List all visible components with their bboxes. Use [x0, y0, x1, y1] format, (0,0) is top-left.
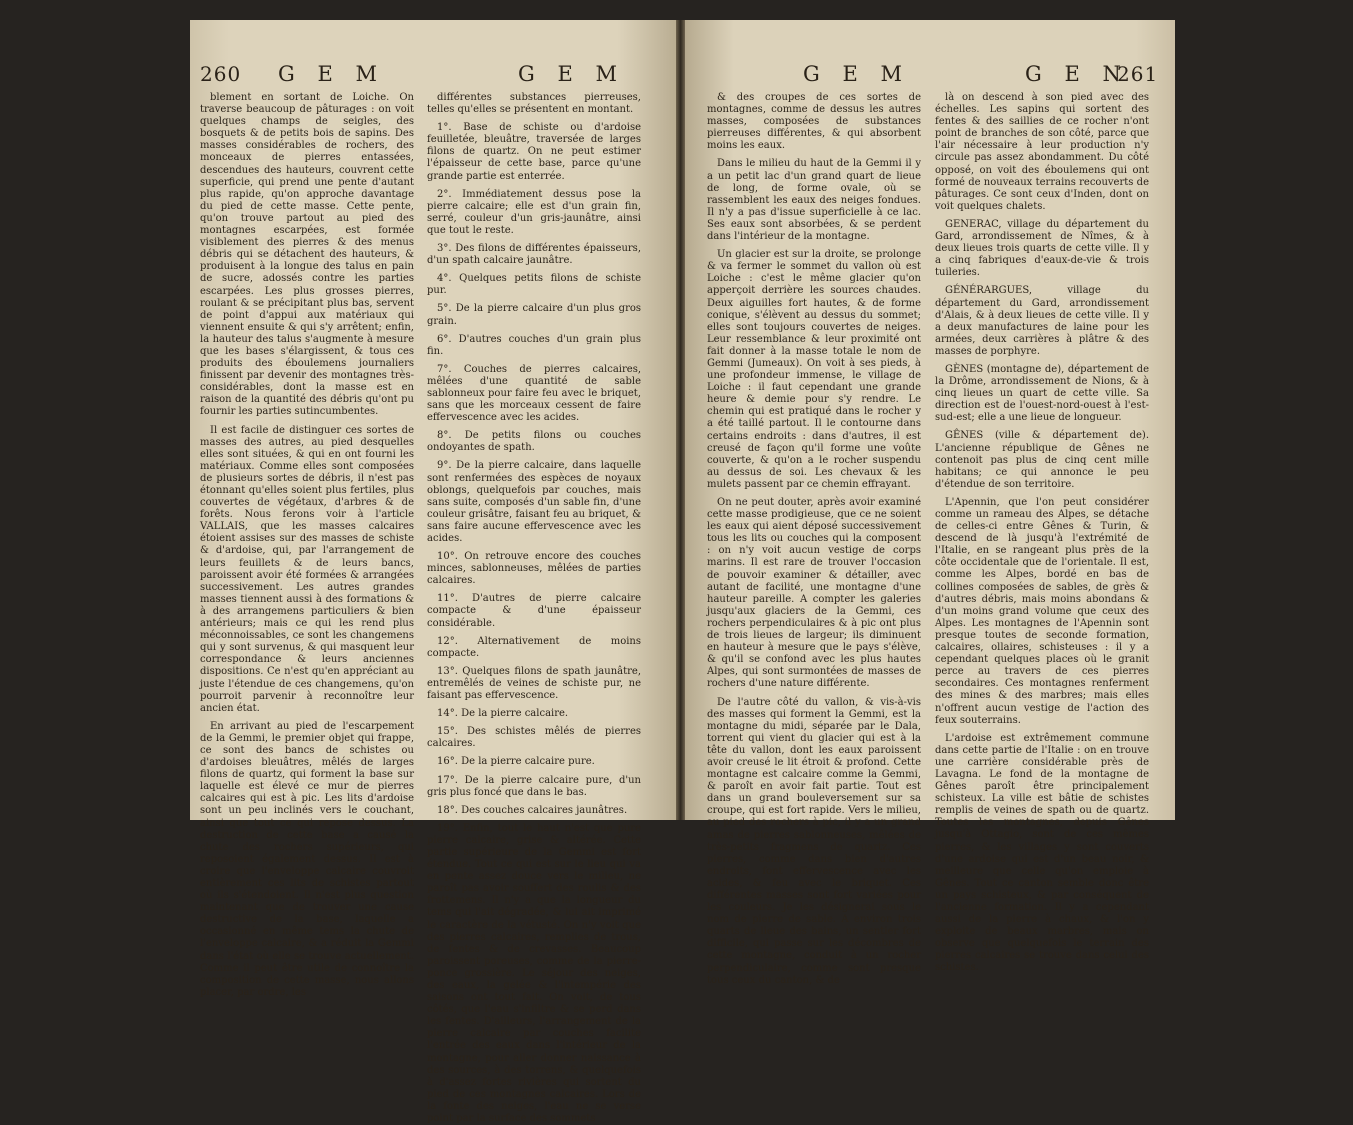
right-page-column-2 [935, 92, 1149, 974]
page-number-left: 260 [200, 62, 242, 86]
right-page [685, 20, 1175, 986]
book-gutter [676, 20, 685, 820]
paragraph: 7°. Couches de pierres calcaires, mêlées d'une quantité de sable sablonneux pour faire feu avec le briquet, sans que les morceaux cessent de faire effervescence avec les acides. [427, 363, 641, 424]
right-page-column-1 [707, 92, 921, 986]
paragraph: 4°. Quelques petits filons de schiste pur. [427, 273, 641, 297]
right-page-header [685, 62, 1175, 90]
paragraph: & des croupes de ces sortes de montagnes, comme de dessus les autres masses, composées de substances pierreuses différentes, & qui absorbent moins les eaux. [707, 92, 921, 152]
paragraph: 18°. Des couches calcaires jaunâtres. [437, 804, 628, 816]
paragraph: 17°. De la pierre calcaire pure, d'un gris plus foncé que dans le bas. [427, 774, 641, 798]
running-head-right-col1: G E M [803, 62, 910, 86]
paragraph: GÈNES (montagne de), département de la Drôme, arrondissement de Nions, & à cinq lieues un quart de cette ville. Sa direction est de l'ouest-nord-ouest à l'est-sud-est; elle a une lieue de longueur. [935, 363, 1149, 424]
paragraph: L'ardoise est extrêmement commune dans cette partie de l'Italie : on en trouve une carrière considérable près de Lavagna. Le fond de la montagne de Gênes paroît être principalement schisteux. La ville est bâtie de schistes remplis de veines de spath ou de quartz. Toutes les montagnes, depuis Gênes jusqu'à Ottagio, sont de ces mêmes pierres, & les villages y sont couverts d'une ardoise qui est d'un beau noir, & meilleure que celle qu'on emploie à Gênes. Tout ce canton semble donc être un pays schisteux, & par conséquent de l'ancienne formation. Il y a cependant aussi de la pierre à chaux, & l'on y exploite de beaux marbres, mais on observe que quelquefois le terrain des pierres calcaires se trouve dans celui des schistes. [935, 732, 1149, 974]
paragraph: là on descend à son pied avec des échelles. Les sapins qui sortent des fentes & des saillies de ce rocher n'ont point de branches de son côté, parce que l'air nécessaire à leur production n'y circule pas assez abondamment. Du côté opposé, on voit des éboulemens qui ont formé de nouveaux terrains recouverts de pâturages. Ce sont ceux d'Inden, dont on voit quelques chalets. [935, 92, 1149, 212]
paragraph: 8°. De petits filons ou couches ondoyantes de spath. [427, 430, 641, 454]
paragraph: L'Apennin, que l'on peut considérer comme un rameau des Alpes, se détache de celles-ci entre Gênes & Turin, & descend de là jusqu'à l'extrémité de l'Italie, en se rangeant plus près de la côte occidentale que de l'orientale. Il est, comme les Alpes, bordé en bas de collines composées de sables, de grès & d'autres débris, mais moins abondans & d'un moins grand volume que ceux des Alpes. Les montagnes de l'Apennin sont presque toutes de seconde formation, calcaires, ollaires, schisteuses : il y a cependant quelques places où le granit perce au travers de ces pierres secondaires. Ces montagnes renferment des mines & des marbres; mais elles n'offrent aucun vestige de l'action des feux souterrains. [935, 496, 1149, 726]
paragraph: GÊNES (ville & département de). L'ancienne république de Gênes ne contenoit pas plus de cinq cent mille habitans; ce qui annonce le peu d'étendue de son territoire. [935, 430, 1149, 490]
paragraph: 12°. Alternativement de moins compacte. [427, 635, 641, 659]
paragraph: En arrivant au pied de l'escarpement de la Gemmi, le premier objet qui frappe, ce sont des bancs de schistes ou d'ardoises bleuâtres, mêlés de larges filons de quartz, qui forment la base sur laquelle est élevé ce mur de pierres calcaires qui est à pic. Les lits d'ardoise sont un peu inclinés vers le couchant, ainsi que tout ce qui repose dessus. La destruction de cette base a causé la chute des rochers supérieurs, qui reposoient également dessus. Il est à croire que l'enveloppe calcaire couvroit entièrement ces lits de schistes partout où ils s'étendoient. Il n'est plus question maintenant que de trouver une cause destructive de la base, laquelle a occasionné en même tems la chute de l'enveloppe calcaire, & a réduit la Gemmi dans l'état où elle se trouve actuellement. Comme il peut être utile de connoître la composition de cette masse, nous allons placer, par ordre, les [200, 720, 414, 998]
paragraph: 14°. De la pierre calcaire. [437, 708, 569, 720]
paragraph: 19°. Enfin, tout le haut n'est que pure pierre calcaire, grise & altérée. Cette partie supérieure de la Gemmi est fort étendue. Tout ce qui est sur le lieu qui va en pente assez douce vers le milieu, ne paroît pas avoir souffert des roulis & des frottemens. Il n'y a que la longueur du tems qui l'ait dégradée, & lui ait imprimé le caractère de la vétusté. On n'y voit que des pierres calcaires, remplies de trous, de fentes & de crevasses. Beaucoup paroissent poreuses, comme de la pierre-ponce grossière. Le séjour des neiges, des eaux, la gelée & l'intempérie des saisons ont tout fait. On voit, de tous côtés, que l'eau s'infiltre & se perd dans les fentes. D'ailleurs, l'arrangement de la pierre calcaire par couches facilite l'entrée des eaux dans l'intérieur de la montagne, pour aller donner naissance à des sources, à des torrens, & quelquefois à d'assez fortes rivières qui sortent du pied de ces montagnes calcaires. Lors de la fonte des neiges, l'eau ne se verse point par la surface des sommets [427, 822, 641, 1125]
running-head-left-col2: G E M [518, 62, 625, 86]
paragraph: 5°. De la pierre calcaire d'un plus gros grain. [427, 303, 641, 327]
left-page [190, 20, 676, 1125]
paragraph: 11°. D'autres de pierre calcaire compacte & d'une épaisseur considérable. [427, 593, 641, 629]
paragraph: différentes substances pierreuses, telles qu'elles se présentent en montant. [427, 92, 641, 116]
paragraph: On ne peut douter, après avoir examiné cette masse prodigieuse, que ce ne soient les eaux qui aient déposé successivement tous les lits ou couches qui la composent : on n'y voit aucun vestige de corps marins. Il est rare de trouver l'occasion de pouvoir examiner & détailler, avec autant de facilité, une montagne d'une hauteur pareille. A compter les galeries jusqu'aux glaciers de la Gemmi, ces rochers perpendiculaires & à pic ont plus de trois lieues de largeur; ils diminuent en hauteur à mesure que le pays s'élève, & qu'il se confond avec les plus hautes Alpes, qui sont surmontées de masses de rochers d'une nature différente. [707, 497, 921, 690]
paragraph: blement en sortant de Loiche. On traverse beaucoup de pâturages : on voit quelques champs de seigles, des bosquets & de petits bois de sapins. Des masses considérables de rochers, des monceaux de pierres entassées, descendues des hauteurs, couvrent cette superficie, qui prend une pente d'autant plus rapide, qu'on approche davantage du pied de cette masse. Cette pente, qu'on trouve partout au pied des montagnes escarpées, est formée visiblement des pierres & des menus débris qui se détachent des hauteurs, & produisent à la longue des talus en pain de sucre, adossés contre les parties escarpées. Les plus grosses pierres, roulant & se précipitant plus bas, servent de point d'appui aux matériaux qui viennent ensuite & qui s'y arrêtent; enfin, la hauteur des talus s'augmente à mesure que les bases s'élargissent, & tous ces produits des éboulemens journaliers finissent par devenir des montagnes très-considérables, dont la masse est en raison de la quantité des débris qu'ont pu fournir les parties sutincumbentes. [200, 92, 414, 418]
paragraph: 3°. Des filons de différentes épaisseurs, d'un spath calcaire jaunâtre. [427, 243, 641, 267]
running-head-left-col1: G E M [278, 62, 385, 86]
paragraph: GÉNÉRARGUES, village du département du Gard, arrondissement d'Alais, & à deux lieues de cette ville. Il y a deux manufactures de laine pour les armées, deux carrières à plâtre & des masses de porphyre. [935, 285, 1149, 357]
page-number-right: 261 [1117, 62, 1159, 86]
left-page-header [190, 62, 676, 90]
paragraph: GENERAC, village du département du Gard, arrondissement de Nîmes, & à deux lieues trois quarts de cette ville. Il y a cinq fabriques d'eaux-de-vie & trois tuileries. [935, 218, 1149, 279]
paragraph: Un glacier est sur la droite, se prolonge & va fermer le sommet du vallon où est Loiche : c'est le même glacier qu'on apperçoit derrière les sources chaudes. Deux aiguilles fort hautes, & de forme conique, s'élèvent au dessus du sommet; elles sont toujours couvertes de neiges. Leur ressemblance & leur proximité ont fait donner à la masse totale le nom de Gemmi (Jumeaux). On voit à ses pieds, à une profondeur immense, le village de Loiche : il faut cependant une grande heure & demie pour s'y rendre. Le chemin qui est pratiqué dans le rocher y a été taillé partout. Il le contourne dans certains endroits : dans d'autres, il est creusé de façon qu'il forme une voûte couverte, & qu'on a le rocher suspendu au dessus de soi. Les chevaux & les mulets passent par ce chemin effrayant. [707, 249, 921, 490]
paragraph: 13°. Quelques filons de spath jaunâtre, entremêlés de veines de schiste pur, ne faisant pas effervescence. [427, 665, 641, 702]
left-page-column-2 [427, 92, 641, 1125]
paragraph: 16°. De la pierre calcaire pure. [437, 756, 595, 768]
paragraph: 6°. D'autres couches d'un grain plus fin. [427, 333, 641, 357]
running-head-right-col2: G E N [1025, 62, 1129, 86]
paragraph: 15°. Des schistes mêlés de pierres calcaires. [427, 726, 641, 750]
paragraph: Dans le milieu du haut de la Gemmi il y a un petit lac d'un grand quart de lieue de long, de forme ovale, où se rassemblent les eaux des neiges fondues. Il n'y a pas d'issue superficielle à ce lac. Ses eaux sont absorbées, & se perdent dans l'intérieur de la montagne. [707, 158, 921, 243]
paragraph: De l'autre côté du vallon, & vis-à-vis des masses qui forment la Gemmi, est la montagne du midi, séparée par le Dala, torrent qui vient du glacier qui est à la tête du vallon, dont les eaux paroissent avoir creusé le lit étroit & profond. Cette montagne est calcaire comme la Gemmi, & paroît en avoir fait partie. Tout est dans un grand bouleversement sur sa croupe, qui est fort rapide. Vers le milieu, au pied des rochers à pic, il y a un grand amas de pierres sablonneuses, mêlées de très-petits fragmens de quartz. Ces pierres, comme dans bien d'autres endroits, font effervescence avec les acides, & feu avec le briquet. Ces différentes masses sont fort variées pour les couleurs. Je les désignerai sous le nom de pierre de sable. A environ trois quarts de lieue des bains, un sentier fort difficile, qui passe sur les décombres de cette montagne, conduit à un rocher perpendiculaire, comme sont presque tous ceux du canton, & de [707, 696, 921, 986]
left-page-column-1 [200, 92, 414, 998]
paragraph: 9°. De la pierre calcaire, dans laquelle sont renfermées des espèces de noyaux oblongs, quelquefois par couches, mais sans suite, composés d'un sable fin, d'une couleur grisâtre, faisant feu au briquet, & sans faire aucune effervescence avec les acides. [427, 460, 641, 544]
paragraph: Il est facile de distinguer ces sortes de masses des autres, au pied desquelles elles sont situées, & qui en ont fourni les matériaux. Comme elles sont composées de plusieurs sortes de débris, il n'est pas étonnant qu'elles soient plus fertiles, plus couvertes de végétaux, d'arbres & de forêts. Nous ferons voir à l'article VALLAIS, que les masses calcaires étoient assises sur des masses de schiste & d'ardoise, qui, par l'arrangement de leurs feuillets & de leurs bancs, paroissent avoir été formées & arrangées successivement. Les autres grandes masses tiennent aussi à des formations & à des arrangemens particuliers & bien antérieurs; mais ce qui les rend plus méconnoissables, ce sont les changemens qui y sont survenus, & qui masquent leur correspondance & leurs anciennes dispositions. Ce n'est qu'en appréciant au juste l'étendue de ces changemens, qu'on pourroit parvenir à reconnoître leur ancien état. [200, 424, 414, 714]
open-book-scan [190, 20, 1175, 1125]
paragraph: 10°. On retrouve encore des couches minces, sablonneuses, mêlées de parties calcaires. [427, 551, 641, 587]
paragraph: 1°. Base de schiste ou d'ardoise feuilletée, bleuâtre, traversée de larges filons de quartz. On ne peut estimer l'épaisseur de cette base, parce qu'une grande partie est enterrée. [427, 122, 641, 182]
paragraph: 2°. Immédiatement dessus pose la pierre calcaire; elle est d'un grain fin, serré, couleur d'un gris-jaunâtre, ainsi que tout le reste. [427, 188, 641, 236]
